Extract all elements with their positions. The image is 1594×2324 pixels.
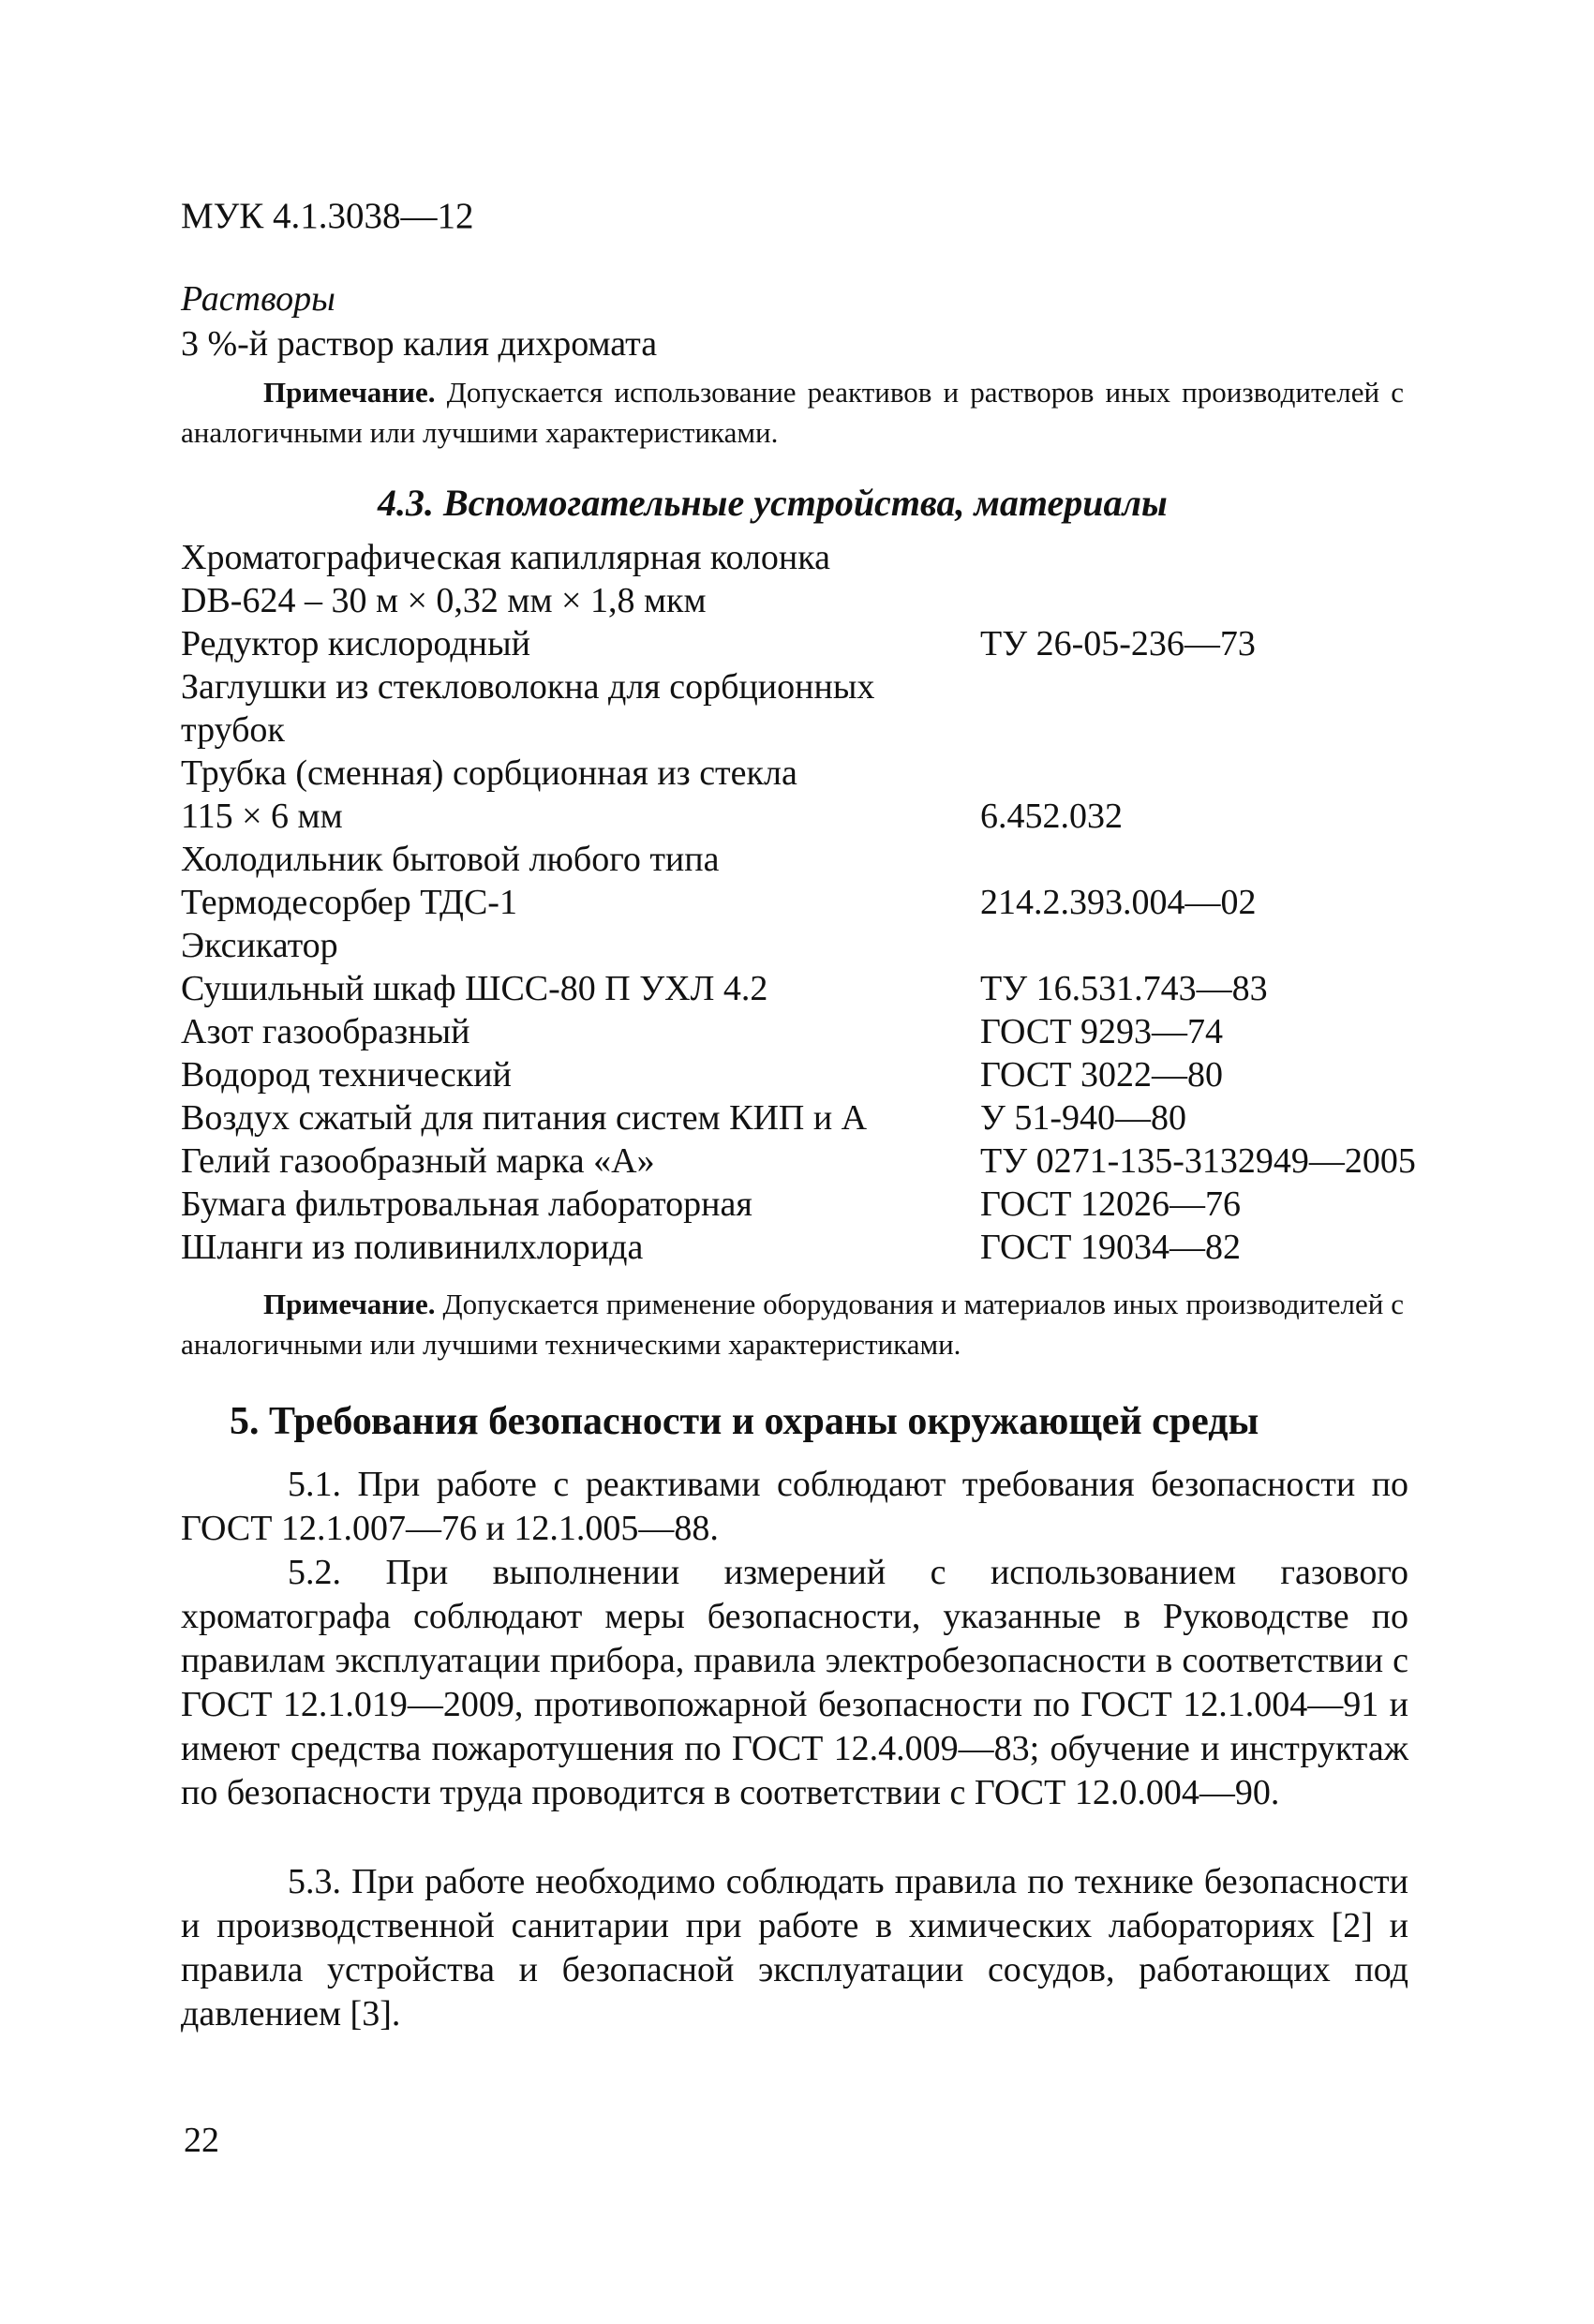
equipment-name: Хроматографическая капиллярная колонка — [181, 538, 831, 577]
document-header: МУК 4.1.3038—12 — [181, 196, 474, 236]
note-label: Примечание. — [263, 1288, 436, 1320]
equipment-name: Шланги из поливинилхлорида — [181, 1228, 644, 1267]
equipment-standard: ТУ 26-05-236—73 — [980, 624, 1256, 663]
subsection-title: 4.3. Вспомогательные устройства, материалы — [378, 482, 1168, 524]
equipment-standard: ГОСТ 3022—80 — [980, 1055, 1223, 1095]
equipment-name: Редуктор кислородный — [181, 624, 530, 663]
equipment-row — [181, 1183, 1474, 1226]
equipment-row — [181, 665, 1474, 708]
solutions-heading: Растворы — [181, 279, 335, 319]
equipment-name: Заглушки из стекловолокна для сорбционных — [181, 667, 875, 707]
equipment-row — [181, 622, 1474, 665]
equipment-row — [181, 708, 1474, 752]
equipment-name: Эксикатор — [181, 926, 338, 965]
equipment-list — [181, 536, 1474, 1269]
equipment-row — [181, 1096, 1474, 1140]
equipment-standard: У 51-940—80 — [980, 1098, 1187, 1138]
paragraph-5-3: 5.3. При работе необходимо соблюдать правила по технике безопасности и производственной санитарии при работе в химических лабораториях [2] и правила устройства и безопасной эксплуатации сосудов, работающих под давлением [3]. — [181, 1862, 1408, 2034]
equipment-standard: ГОСТ 19034—82 — [980, 1228, 1241, 1267]
equipment-standard: ТУ 0271-135-3132949—2005 — [980, 1141, 1416, 1181]
equipment-standard: ГОСТ 9293—74 — [980, 1012, 1223, 1051]
equipment-name: Воздух сжатый для питания систем КИП и А — [181, 1098, 868, 1138]
equipment-name: Термодесорбер ТДС-1 — [181, 883, 517, 922]
equipment-standard: 6.452.032 — [980, 797, 1123, 836]
note-reagents — [181, 372, 1404, 453]
equipment-row — [181, 1140, 1474, 1183]
equipment-name: 115 × 6 мм — [181, 797, 343, 836]
equipment-row — [181, 1010, 1474, 1053]
note-equipment — [181, 1284, 1404, 1364]
equipment-name: Трубка (сменная) сорбционная из стекла — [181, 753, 797, 793]
equipment-row — [181, 752, 1474, 795]
equipment-name: Холодильник бытовой любого типа — [181, 840, 720, 879]
equipment-row — [181, 967, 1474, 1010]
equipment-standard: 214.2.393.004—02 — [980, 883, 1257, 922]
paragraph-5-1: 5.1. При работе с реактивами соблюдают требования безопасности по ГОСТ 12.1.007—76 и 12.1.005—88. — [181, 1465, 1408, 1548]
equipment-row — [181, 881, 1474, 924]
equipment-row — [181, 1053, 1474, 1096]
equipment-row — [181, 924, 1474, 967]
note-text: Допускается использование реактивов и растворов иных производителей с аналогичными или лучшими характеристиками. — [181, 376, 1405, 449]
equipment-standard: ТУ 16.531.743—83 — [980, 969, 1268, 1008]
equipment-row — [181, 536, 1474, 579]
equipment-name: Бумага фильтровальная лабораторная — [181, 1184, 752, 1224]
equipment-name: трубок — [181, 710, 285, 750]
equipment-name: Гелий газообразный марка «А» — [181, 1141, 655, 1181]
section-5-title: 5. Требования безопасности и охраны окружающей среды — [230, 1400, 1259, 1443]
paragraph-5-2: 5.2. При выполнении измерений с использованием газового хроматографа соблюдают меры безопасности, указанные в Руководстве по правилам эксплуатации прибора, правила электробезопасности в соответствии с ГОСТ 12.1.019—2009, противопожарной безопасности по ГОСТ 12.1.004—91 и имеют средства пожаротушения по ГОСТ 12.4.009—83; обучение и инструктаж по безопасности труда проводится в соответствии с ГОСТ 12.0.004—90. — [181, 1553, 1408, 1812]
equipment-name: Азот газообразный — [181, 1012, 470, 1051]
equipment-row — [181, 1226, 1474, 1269]
equipment-name: DB-624 – 30 м × 0,32 мм × 1,8 мкм — [181, 581, 707, 620]
equipment-name: Сушильный шкаф ШСС-80 П УХЛ 4.2 — [181, 969, 768, 1008]
note-label: Примечание. — [263, 376, 436, 409]
equipment-standard: ГОСТ 12026—76 — [980, 1184, 1241, 1224]
solution-item: 3 %-й раствор калия дихромата — [181, 324, 658, 364]
note-text: Допускается применение оборудования и материалов иных производителей с аналогичными или лучшими техническими характеристиками. — [181, 1288, 1404, 1361]
equipment-name: Водород технический — [181, 1055, 512, 1095]
page-number: 22 — [184, 2121, 219, 2160]
equipment-row — [181, 579, 1474, 622]
equipment-row — [181, 795, 1474, 838]
equipment-row — [181, 838, 1474, 881]
